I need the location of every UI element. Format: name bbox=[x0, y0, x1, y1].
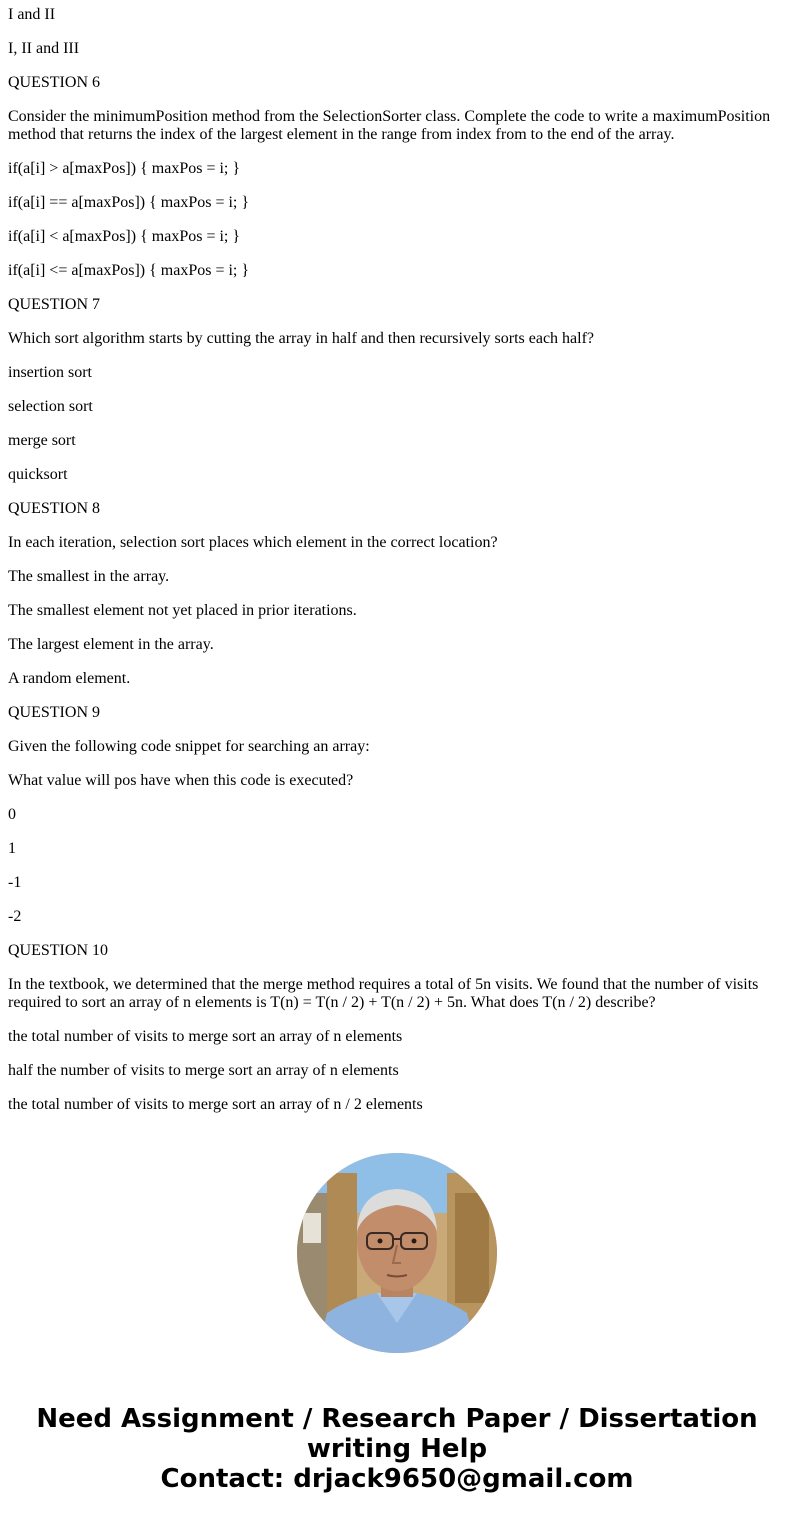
answer-option: insertion sort bbox=[8, 364, 92, 381]
answer-option: quicksort bbox=[8, 466, 68, 483]
question-text: What value will pos have when this code is executed? bbox=[8, 772, 354, 789]
answer-option: 1 bbox=[8, 840, 16, 857]
answer-option: I, II and III bbox=[8, 40, 80, 57]
answer-option: if(a[i] <= a[maxPos]) { maxPos = i; } bbox=[8, 262, 250, 279]
answer-option: The smallest in the array. bbox=[8, 568, 170, 585]
answer-option: the total number of visits to merge sort an array of n / 2 elements bbox=[8, 1096, 423, 1113]
answer-option: half the number of visits to merge sort an array of n elements bbox=[8, 1062, 399, 1079]
answer-option: -1 bbox=[8, 874, 22, 891]
question-heading: QUESTION 10 bbox=[8, 942, 108, 959]
answer-option: the total number of visits to merge sort an array of n elements bbox=[8, 1028, 403, 1045]
answer-option: 0 bbox=[8, 806, 16, 823]
question-text: In the textbook, we determined that the merge method requires a total of 5n visits. We found that the number of visits required to sort an array of n elements is T(n) = T(n / 2) + T(n / 2) + 5n. What does T(n / 2) describe? bbox=[8, 976, 759, 1011]
portrait-image bbox=[297, 1153, 497, 1353]
answer-option: if(a[i] < a[maxPos]) { maxPos = i; } bbox=[8, 228, 241, 245]
question-heading: QUESTION 8 bbox=[8, 500, 100, 517]
question-text: Given the following code snippet for searching an array: bbox=[8, 738, 370, 755]
promo-subline: writing Help bbox=[306, 1434, 488, 1464]
question-heading: QUESTION 7 bbox=[8, 296, 100, 313]
promo-contact: Contact: drjack9650@gmail.com bbox=[160, 1464, 634, 1494]
document-body bbox=[8, 6, 786, 1130]
question-heading: QUESTION 9 bbox=[8, 704, 100, 721]
answer-option: -2 bbox=[8, 908, 22, 925]
answer-option: if(a[i] > a[maxPos]) { maxPos = i; } bbox=[8, 160, 241, 177]
answer-option: selection sort bbox=[8, 398, 93, 415]
promo-headline: Need Assignment / Research Paper / Dissertation bbox=[36, 1404, 758, 1434]
answer-option: if(a[i] == a[maxPos]) { maxPos = i; } bbox=[8, 194, 250, 211]
answer-option: A random element. bbox=[8, 670, 131, 687]
question-text: Which sort algorithm starts by cutting the array in half and then recursively sorts each half? bbox=[8, 330, 595, 347]
question-heading: QUESTION 6 bbox=[8, 74, 100, 91]
promo-banner bbox=[0, 1404, 794, 1494]
question-text: In each iteration, selection sort places which element in the correct location? bbox=[8, 534, 498, 551]
answer-option: merge sort bbox=[8, 432, 76, 449]
answer-option: I and II bbox=[8, 6, 56, 23]
answer-option: The smallest element not yet placed in prior iterations. bbox=[8, 602, 357, 619]
question-text: Consider the minimumPosition method from the SelectionSorter class. Complete the code to write a maximumPosition method that returns the index of the largest element in the range from index from to the end of the array. bbox=[8, 108, 771, 143]
answer-option: The largest element in the array. bbox=[8, 636, 214, 653]
profile-photo bbox=[297, 1153, 497, 1353]
